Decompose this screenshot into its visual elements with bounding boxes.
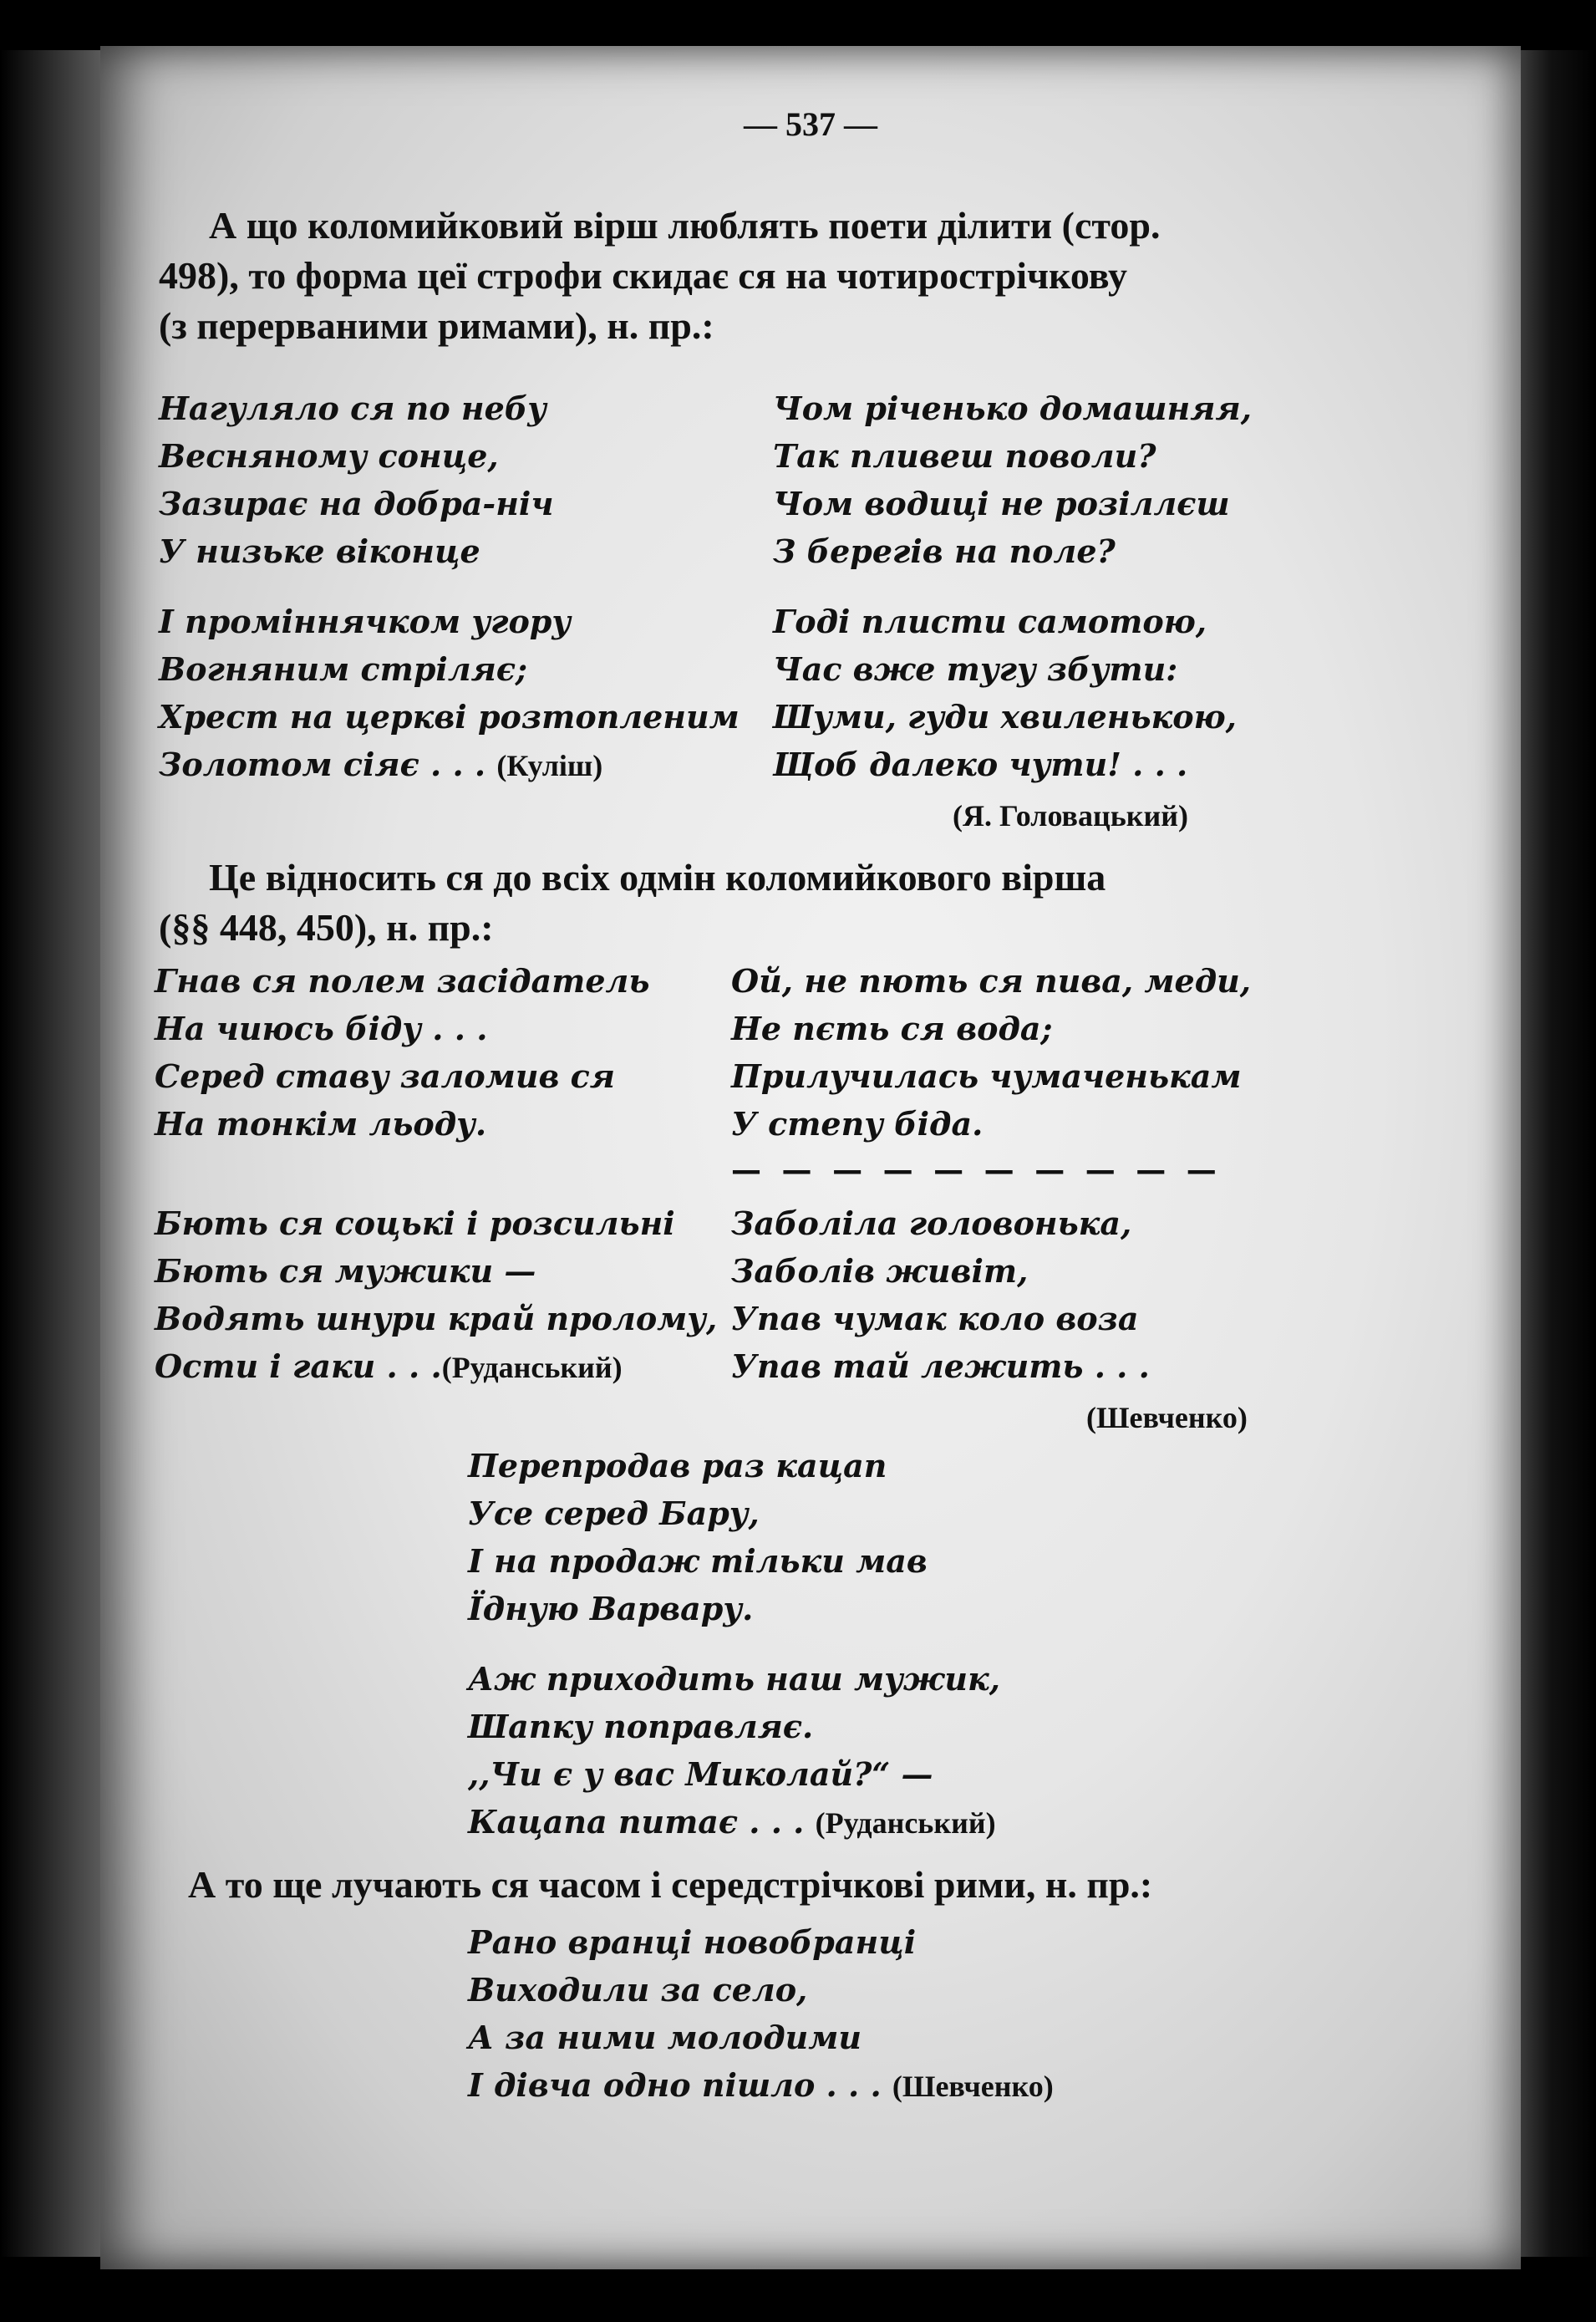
verse-line: Перепродав раз кацап — [468, 1447, 887, 1484]
attribution-kulish: (Куліш) — [496, 749, 603, 782]
verse-line: На чиюсь біду . . . — [155, 1010, 488, 1047]
verse-line: І на продаж тільки мав — [468, 1542, 928, 1580]
verse-line: Так пливеш поволи? — [773, 437, 1156, 475]
verse-line: Прилучилась чумаченькам — [731, 1057, 1242, 1095]
poem2-right-stanza2 — [731, 1199, 1150, 1390]
verse-line: Серед ставу заломив ся — [155, 1057, 616, 1095]
verse-line: Зазирає на добра-ніч — [159, 485, 554, 522]
verse-line: Чом річенько домашняя, — [773, 390, 1252, 427]
verse-line: На тонкім льоду. — [155, 1105, 487, 1143]
verse-line: Час вже тугу збути: — [773, 650, 1178, 688]
verse-line: Чом водиці не розіллєш — [773, 485, 1230, 522]
attribution-holovatsky: (Я. Головацький) — [953, 799, 1188, 833]
verse-line — [468, 1798, 1000, 1847]
verse-line: У степу біда. — [731, 1105, 984, 1143]
verse-line: Виходили за село, — [468, 1971, 808, 2009]
poem3-stanza1 — [468, 1442, 928, 1632]
verse-line: Щоб далеко чути! . . . — [773, 746, 1188, 783]
verse-line: Не пєть ся вода; — [731, 1010, 1053, 1047]
verse-text: Ости і гаки . . . — [155, 1347, 442, 1385]
verse-line — [159, 741, 740, 790]
verse-line — [468, 2061, 1054, 2111]
verse-line: Ой, не пють ся пива, меди, — [731, 962, 1251, 1000]
middle-line: Це відносить ся до всіх одмін коломийкового вірша — [209, 856, 1106, 899]
verse-line: Упав тай лежить . . . — [731, 1347, 1150, 1385]
verse-line: Шапку поправляє. — [468, 1708, 814, 1745]
intro-line: А що коломийковий вірш люблять поети ділити (стор. — [209, 204, 1161, 247]
poem4-stanza — [468, 1918, 1054, 2111]
verse-line: Годі плисти самотою, — [773, 603, 1207, 640]
verse-line: Гнав ся полем засідатель — [155, 962, 650, 1000]
verse-text: І дівча одно пішло . . . — [468, 2066, 882, 2104]
verse-line: Вогняним стріляє; — [159, 650, 528, 688]
dash-separator: — — — — — — — — — — — [731, 1153, 1222, 1188]
verse-line: Усе серед Бару, — [468, 1495, 760, 1532]
verse-line: А за ними молодими — [468, 2019, 862, 2056]
verse-line: Весняному сонце, — [159, 437, 499, 475]
middle-paragraph — [159, 853, 1379, 953]
attribution-rudansky-2: (Руданський) — [815, 1806, 996, 1840]
attribution-rudansky: (Руданський) — [441, 1351, 623, 1384]
verse-line: Аж приходить наш мужик, — [468, 1660, 1000, 1698]
poem1-left-stanza2 — [159, 598, 740, 790]
poem2-left-stanza1 — [155, 957, 649, 1148]
verse-line: З берегів на поле? — [773, 532, 1116, 570]
closing-paragraph — [188, 1860, 1408, 1910]
poem2-left-stanza2 — [155, 1199, 717, 1392]
verse-line: Водять шнури край пролому, — [155, 1300, 718, 1337]
page-number: — 537 — — [744, 105, 877, 143]
book-page — [100, 46, 1521, 2269]
verse-line: Заболів живіт, — [731, 1252, 1029, 1290]
verse-line: У низьке віконце — [159, 532, 480, 570]
poem3-stanza2 — [468, 1655, 1000, 1847]
verse-line: Упав чумак коло воза — [731, 1300, 1139, 1337]
verse-line: Хрест на церкві розтопленим — [159, 698, 740, 736]
poem1-right-stanza2 — [773, 598, 1237, 788]
verse-text: Кацапа питає . . . — [468, 1803, 805, 1841]
intro-paragraph — [159, 201, 1379, 351]
verse-line: Заболіла головонька, — [731, 1204, 1132, 1242]
attribution-shevchenko-2: (Шевченко) — [892, 2070, 1054, 2103]
verse-line: Їдную Варвару. — [468, 1590, 754, 1627]
verse-line: Рано вранці новобранці — [468, 1923, 917, 1961]
verse-line: ,,Чи є у вас Миколай?“ — — [468, 1755, 933, 1793]
verse-text: Золотом сіяє . . . — [159, 746, 486, 783]
facing-page-edge — [0, 50, 100, 2257]
verse-line: Шуми, гуди хвиленькою, — [773, 698, 1237, 736]
middle-line: (§§ 448, 450), н. пр.: — [159, 906, 494, 949]
poem1-right-stanza1 — [773, 384, 1252, 575]
attribution-shevchenko: (Шевченко) — [1086, 1401, 1248, 1434]
verse-line: І проміннячком угору — [159, 603, 572, 640]
closing-line: А то ще лучають ся часом і середстрічкові рими, н. пр.: — [188, 1863, 1153, 1906]
verse-line — [155, 1342, 717, 1392]
intro-line: 498), то форма цеї строфи скидає ся на чотирострічкову — [159, 254, 1128, 297]
verse-line: Нагуляло ся по небу — [159, 390, 546, 427]
verse-line: Бють ся мужики — — [155, 1252, 536, 1290]
poem1-left-stanza1 — [159, 384, 554, 575]
poem2-right-stanza1 — [731, 957, 1251, 1148]
verse-line: Бють ся соцькі і розсильні — [155, 1204, 675, 1242]
intro-line: (з перерваними римами), н. пр.: — [159, 304, 714, 347]
page-stack-edge — [1521, 50, 1596, 2257]
